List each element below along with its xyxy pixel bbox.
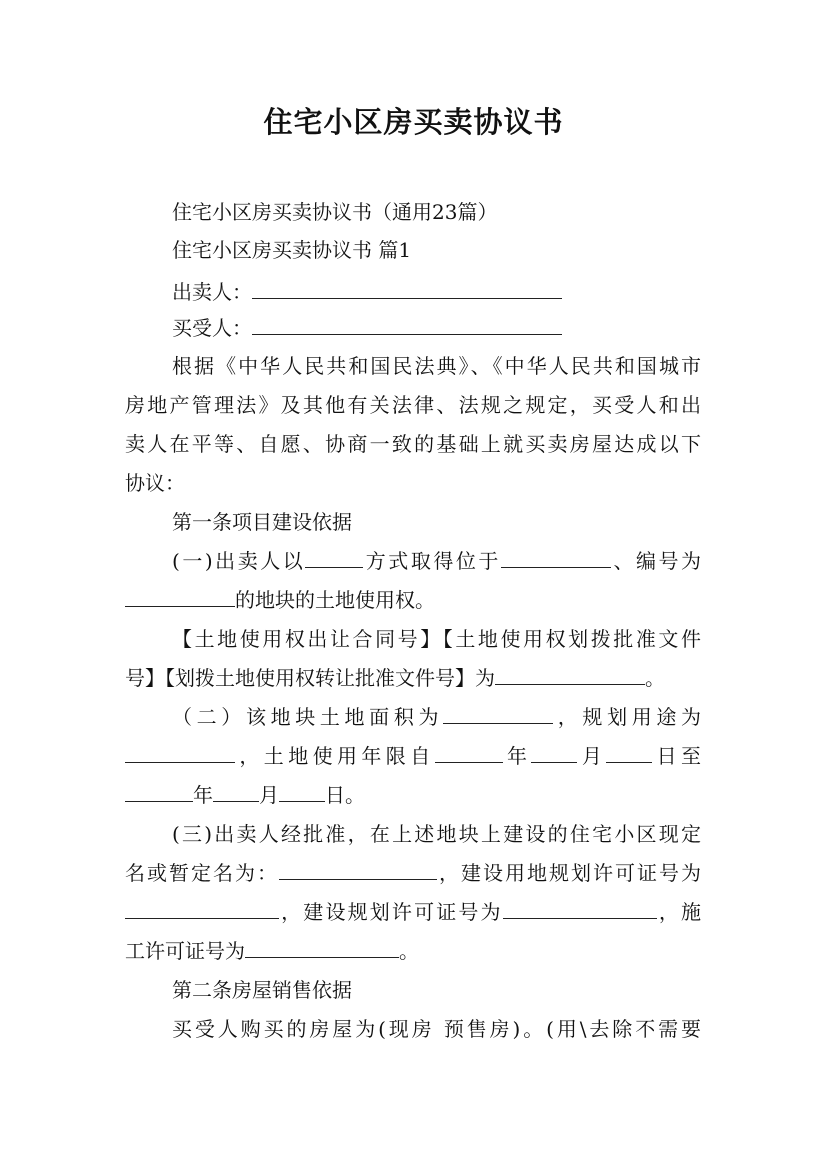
a1-p4-line3	[125, 899, 701, 925]
parcel-number-blank[interactable]	[125, 588, 235, 607]
intro-line: 根据《中华人民共和国民法典》、《中华人民共和国城市	[172, 354, 701, 378]
contract-number-blank[interactable]	[495, 666, 645, 685]
text: 号】【划拨土地使用权转让批准文件号】为	[125, 666, 495, 690]
text: 方式取得位于	[363, 549, 501, 573]
text: 。	[399, 939, 419, 963]
a1-p3-line3	[125, 782, 365, 808]
a1-p4-line4	[125, 938, 419, 964]
project-name-blank[interactable]	[279, 861, 437, 880]
a1-p2-line1: 【土地使用权出让合同号】【土地使用权划拨批准文件	[172, 627, 701, 651]
text: （二）该地块土地面积为	[172, 705, 444, 729]
end-month-blank[interactable]	[213, 783, 259, 802]
a1-p2-line2	[125, 665, 665, 691]
document-title: 住宅小区房买卖协议书	[263, 105, 564, 139]
text: ，土地使用年限自	[235, 744, 435, 768]
text: 月	[259, 783, 279, 807]
section-heading: 住宅小区房买卖协议书 篇1	[172, 238, 412, 262]
text: ，施	[656, 900, 702, 924]
a1-p1-line1	[172, 548, 701, 574]
buyer-blank[interactable]	[252, 316, 562, 335]
text: 的地块的土地使用权。	[235, 588, 435, 612]
intro-line: 房地产管理法》及其他有关法律、法规之规定，买受人和出	[125, 393, 701, 417]
method-blank[interactable]	[305, 549, 363, 568]
text: 。	[645, 666, 665, 690]
buyer-label: 买受人：	[172, 316, 252, 340]
land-permit-blank[interactable]	[125, 900, 279, 919]
text: 年	[502, 744, 532, 768]
start-year-blank[interactable]	[435, 744, 503, 763]
text: 工许可证号为	[125, 939, 245, 963]
intro-line: 协议：	[125, 471, 185, 495]
buyer-line	[172, 315, 562, 341]
a1-p3-line1	[172, 704, 701, 730]
intro-line: 卖人在平等、自愿、协商一致的基础上就买卖房屋达成以下	[125, 432, 701, 456]
text: 月	[577, 744, 607, 768]
text: 、编号为	[610, 549, 702, 573]
construction-permit-blank[interactable]	[245, 939, 399, 958]
text: 名或暂定名为：	[125, 861, 279, 885]
usage-blank[interactable]	[125, 744, 235, 763]
text: 日至	[652, 744, 702, 768]
text: 日。	[325, 783, 365, 807]
seller-line	[172, 279, 562, 305]
a2-p1-line1: 买受人购买的房屋为(现房 预售房)。(用\去除不需要	[172, 1017, 701, 1041]
text: 年	[193, 783, 213, 807]
a1-p3-line2	[125, 743, 701, 769]
text: ，建设用地规划许可证号为	[437, 861, 701, 885]
text: ，规划用途为	[553, 705, 702, 729]
text: ，建设规划许可证号为	[279, 900, 503, 924]
a1-p1-line2	[125, 587, 435, 613]
a1-p4-line2	[125, 860, 701, 886]
planning-permit-blank[interactable]	[503, 900, 657, 919]
end-year-blank[interactable]	[125, 783, 193, 802]
article2-heading: 第二条房屋销售依据	[172, 978, 352, 1002]
article1-heading: 第一条项目建设依据	[172, 510, 352, 534]
start-month-blank[interactable]	[531, 744, 577, 763]
text: (一)出卖人以	[172, 549, 306, 573]
seller-label: 出卖人：	[172, 280, 252, 304]
end-day-blank[interactable]	[279, 783, 325, 802]
document-subtitle: 住宅小区房买卖协议书（通用23篇）	[172, 200, 498, 224]
location-blank[interactable]	[501, 549, 611, 568]
seller-blank[interactable]	[252, 280, 562, 299]
a1-p4-line1: (三)出卖人经批准，在上述地块上建设的住宅小区现定	[172, 822, 701, 846]
start-day-blank[interactable]	[606, 744, 652, 763]
area-blank[interactable]	[443, 705, 553, 724]
